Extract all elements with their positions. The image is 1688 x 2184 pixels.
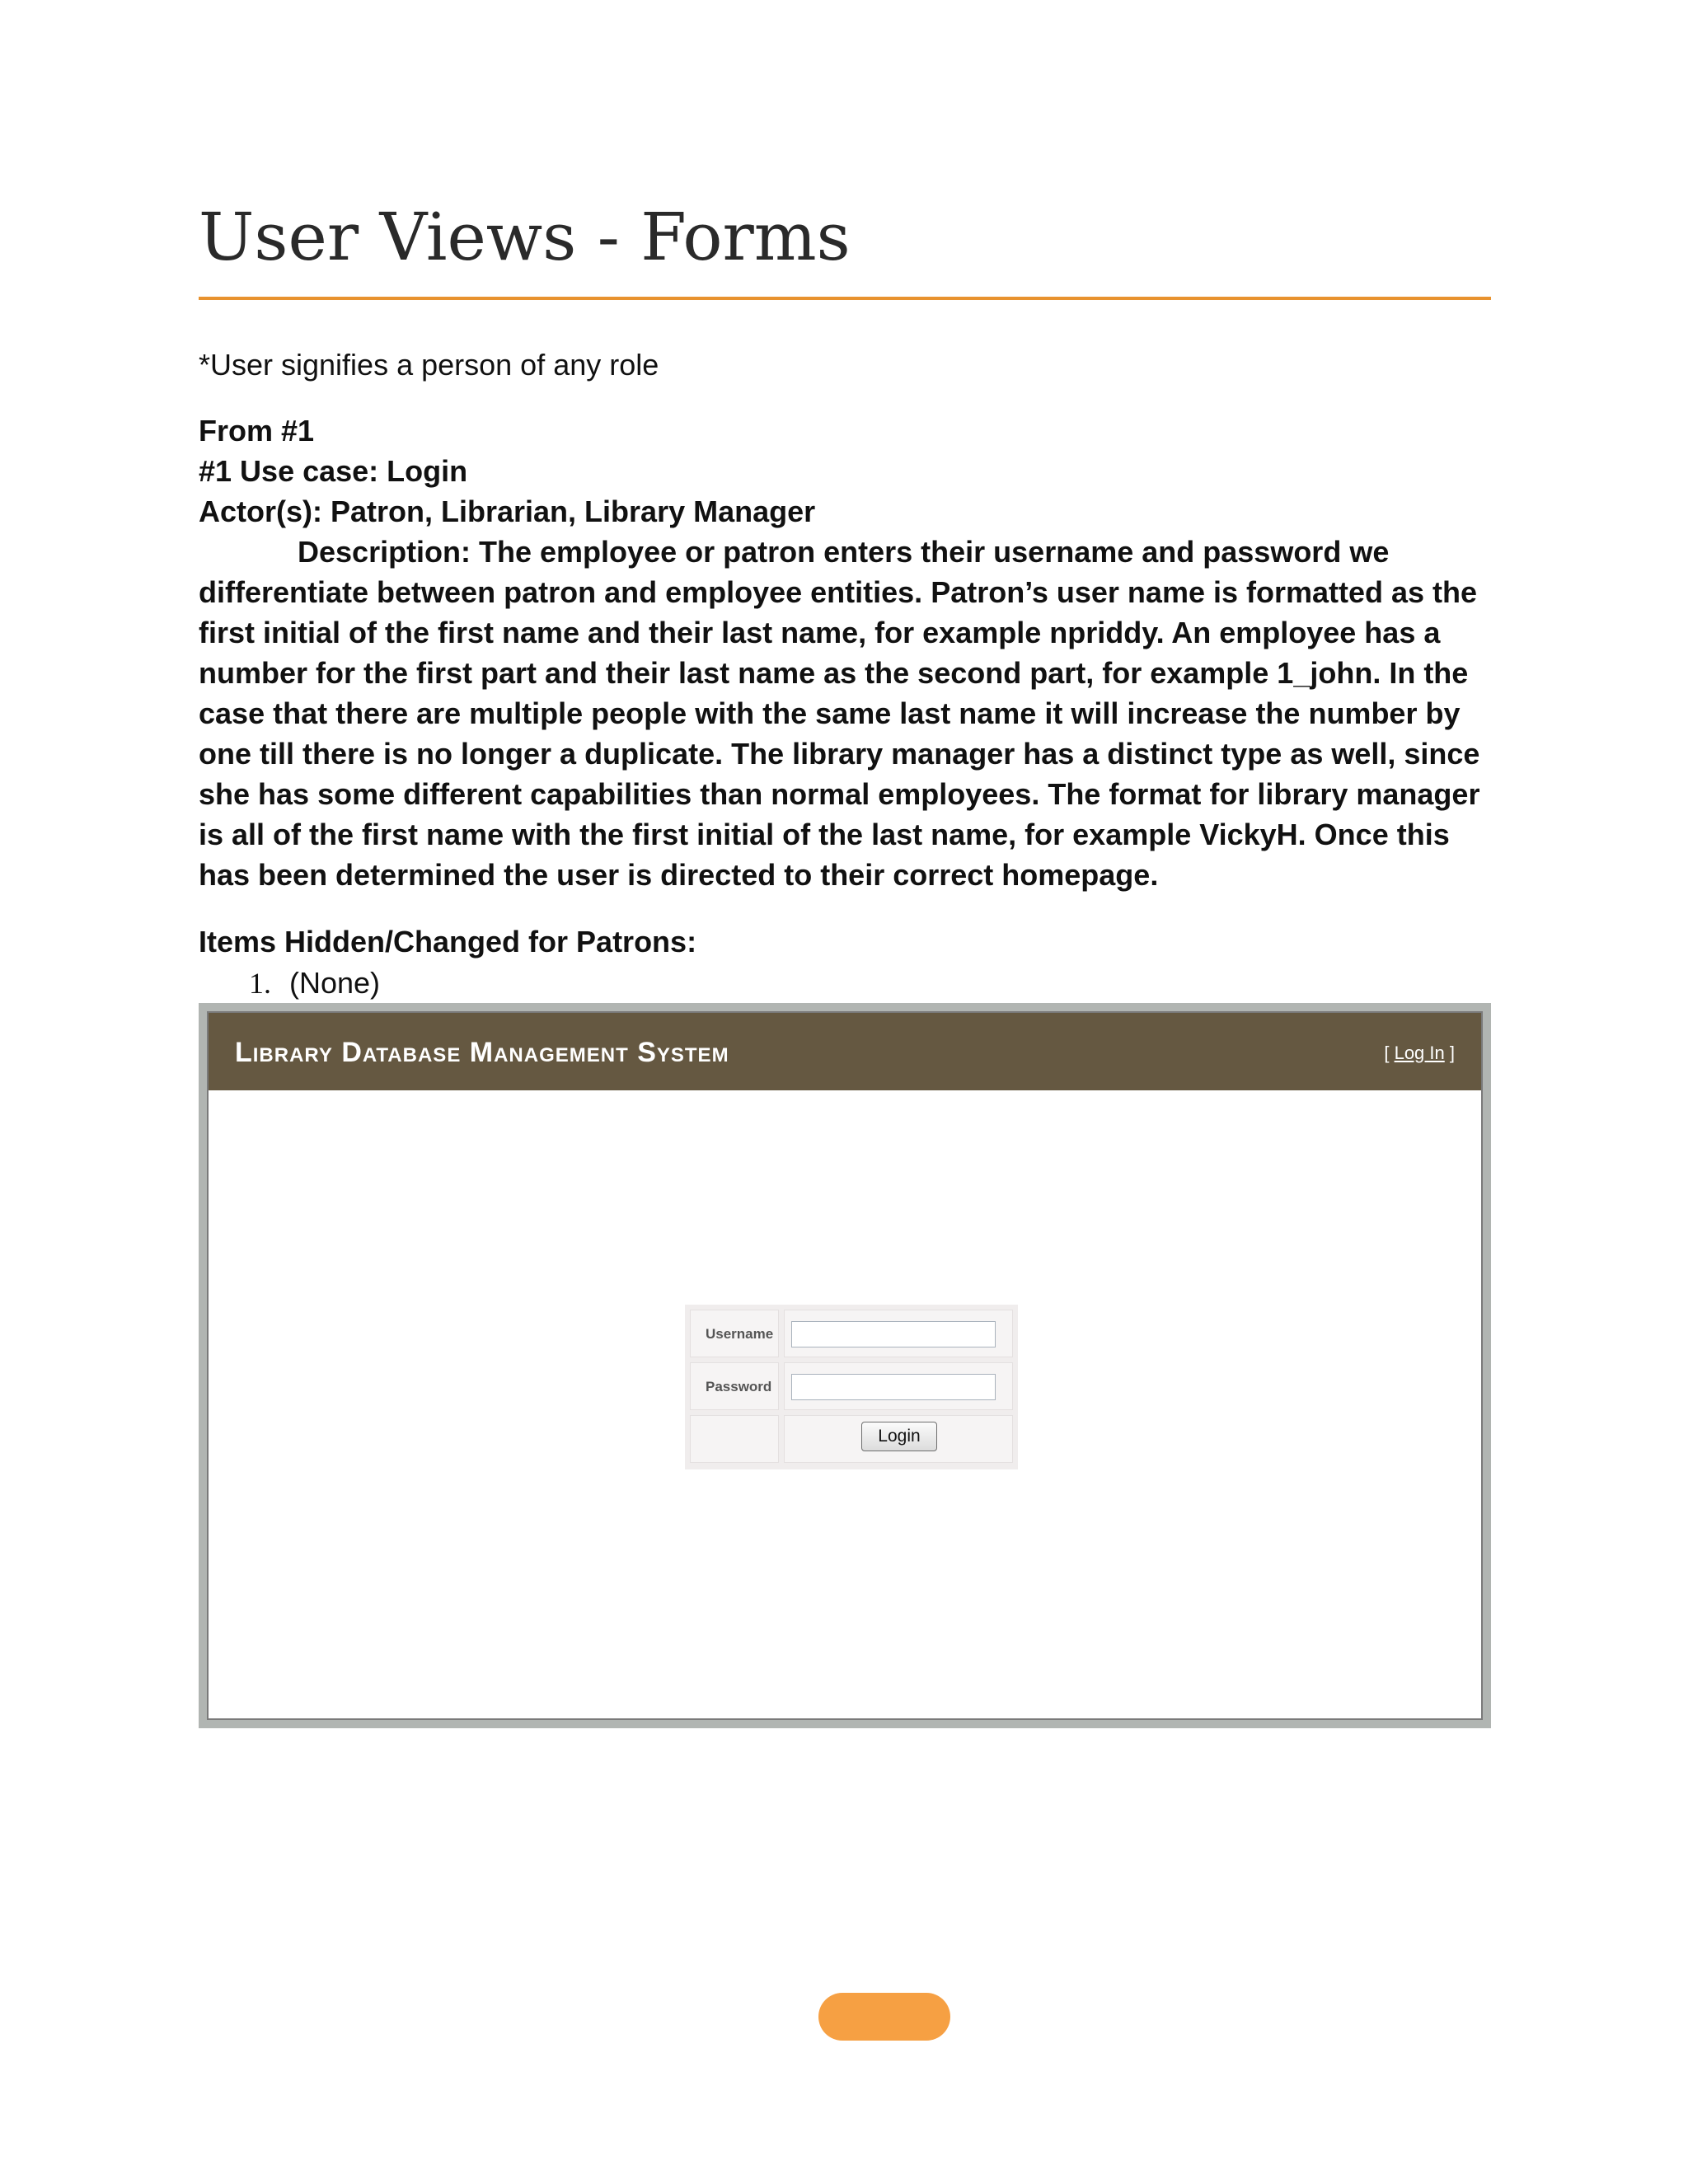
form-reference: From #1 (199, 414, 315, 448)
password-label: Password (706, 1379, 772, 1394)
login-button[interactable]: Login (861, 1422, 937, 1451)
list-item-number: 1. (249, 967, 271, 1000)
username-input-cell (784, 1310, 1013, 1357)
use-case-description: Description: The employee or patron enters their username and password we differentiate between patron and employee entities. Patron’s user name is formatted as the first initial of the first name and their last name, for example npriddy. An employee has a number for the first part and their last name as the second part, for example 1_john. In the case that there are multiple people with the same last name it will increase the number by one till there is no longer a duplicate. The library manager has a distinct type as well, since she has some different capabilities than normal employees. The format for library manager is all of the first name with the first initial of the last name, for example VickyH. Once this has been determined the user is directed to their correct homepage. (199, 535, 1480, 892)
username-label-cell (690, 1310, 779, 1357)
bracket-close: ] (1449, 1043, 1455, 1063)
bracket-open: [ (1384, 1043, 1390, 1063)
password-input[interactable] (791, 1374, 996, 1400)
actors-line: Actor(s): Patron, Librarian, Library Manager (199, 494, 816, 528)
page-title: User Views - Forms (199, 199, 851, 275)
screenshot-frame (199, 1003, 1491, 1728)
list-item (249, 963, 380, 1004)
empty-cell (690, 1415, 779, 1463)
use-case-title: #1 Use case: Login (199, 454, 468, 488)
app-window (207, 1011, 1483, 1720)
role-note: *User signifies a person of any role (199, 348, 659, 382)
app-title: Library Database Management System (235, 1037, 729, 1068)
password-label-cell (690, 1362, 779, 1410)
log-in-link[interactable]: Log In (1394, 1043, 1445, 1063)
app-header (209, 1013, 1481, 1090)
login-form (685, 1305, 1018, 1469)
list-item-text: (None) (289, 966, 381, 1000)
username-input[interactable] (791, 1321, 996, 1347)
username-label: Username (706, 1326, 774, 1342)
password-input-cell (784, 1362, 1013, 1410)
page-number-badge (818, 1993, 950, 2041)
items-list (249, 963, 380, 1004)
login-nav (1384, 1043, 1455, 1064)
title-rule (199, 297, 1491, 300)
items-heading: Items Hidden/Changed for Patrons: (199, 925, 697, 958)
use-case-spec (199, 410, 1493, 895)
